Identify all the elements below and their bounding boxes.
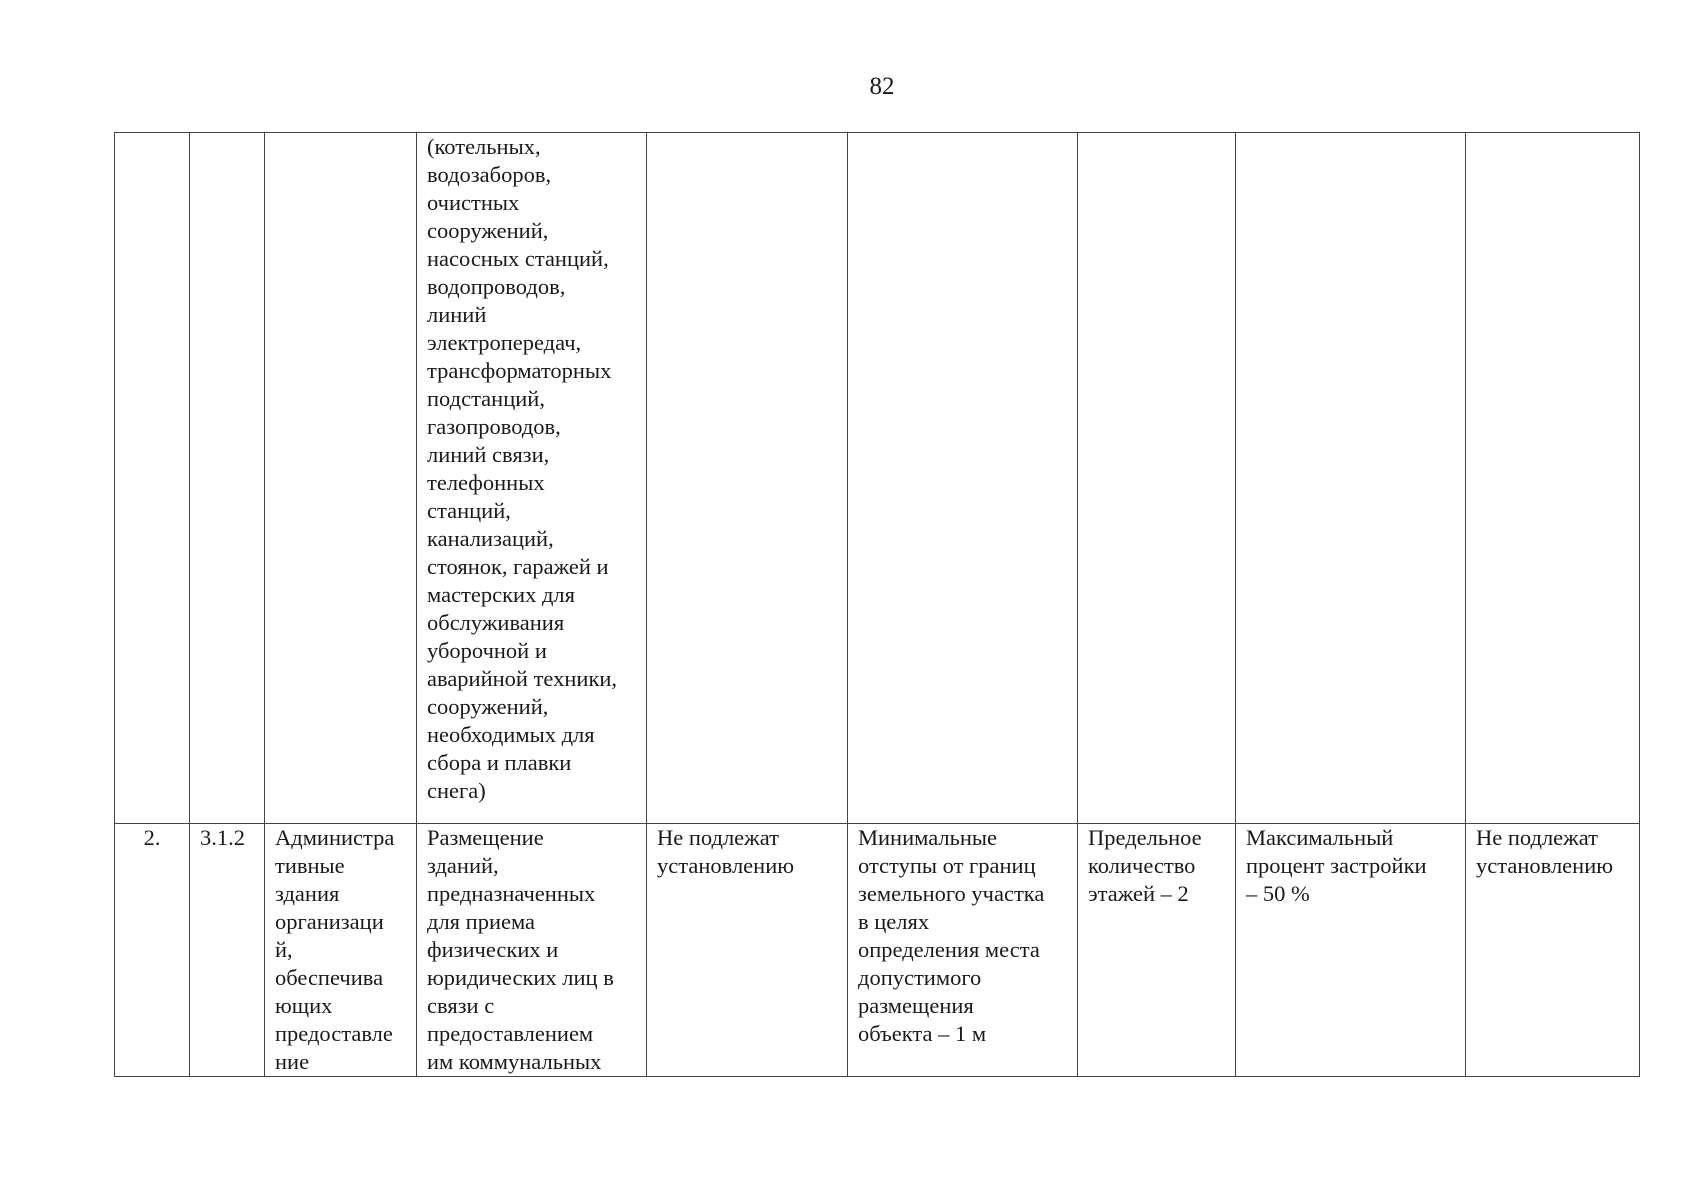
page-number: 82: [869, 73, 895, 100]
regulations-table: [114, 132, 1640, 1077]
cell-number: [115, 133, 190, 824]
cell-use-type: Администра тивные здания организаци й, обеспечива ющих предоставле ние: [265, 824, 417, 1077]
cell-other: Не подлежат установлению: [1466, 824, 1640, 1077]
cell-floors: Предельное количество этажей – 2: [1078, 824, 1236, 1077]
cell-floors: [1078, 133, 1236, 824]
table-row: [115, 133, 1640, 824]
cell-code: [190, 133, 265, 824]
cell-description: Размещение зданий, предназначенных для приема физических и юридических лиц в связи с предоставлением им коммунальных: [417, 824, 647, 1077]
cell-plot-size: [647, 133, 848, 824]
cell-setbacks: Минимальные отступы от границ земельного участка в целях определения места допустимого размещения объекта – 1 м: [848, 824, 1078, 1077]
cell-plot-size: Не подлежат установлению: [647, 824, 848, 1077]
cell-code: 3.1.2: [190, 824, 265, 1077]
cell-coverage: [1236, 133, 1466, 824]
cell-other: [1466, 133, 1640, 824]
table-row: [115, 824, 1640, 1077]
cell-setbacks: [848, 133, 1078, 824]
cell-coverage: Максимальный процент застройки – 50 %: [1236, 824, 1466, 1077]
cell-description: (котельных, водозаборов, очистных сооружений, насосных станций, водопроводов, линий электропередач, трансформаторных подстанций, газопроводов, линий связи, телефонных станций, канализаций, стоянок, гаражей и мастерских для обслуживания уборочной и аварийной техники, сооружений, необходимых для сбора и плавки снега): [417, 133, 647, 824]
cell-use-type: [265, 133, 417, 824]
cell-number: 2.: [115, 824, 190, 1077]
